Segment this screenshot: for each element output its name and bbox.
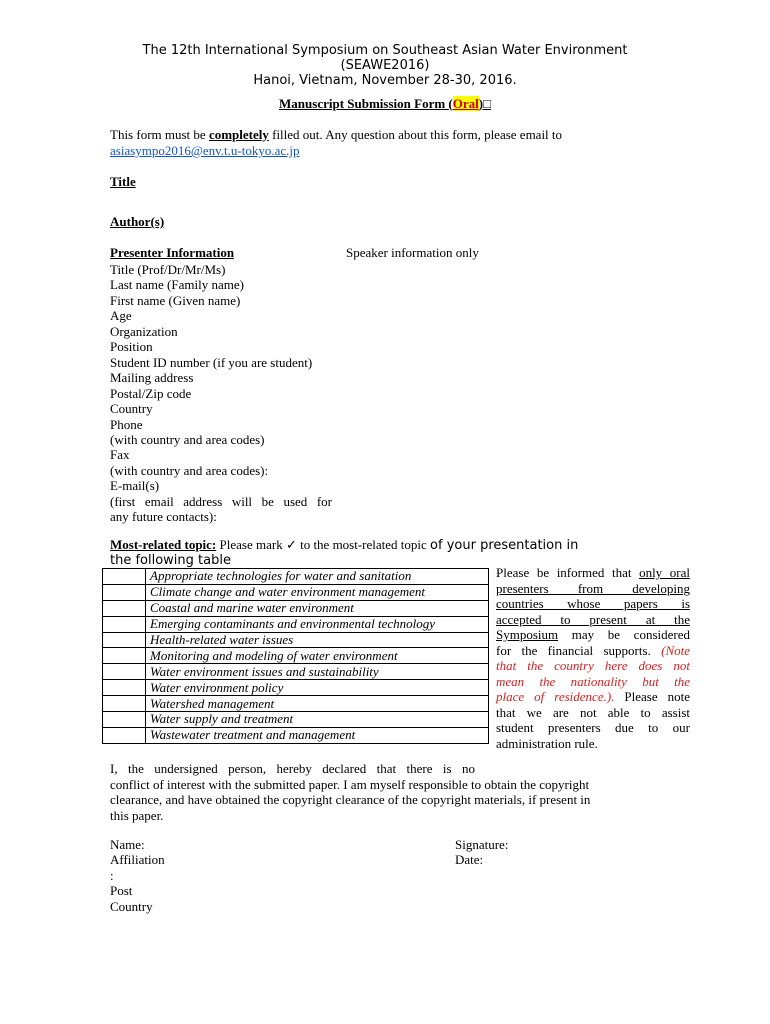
field-student-id: Student ID number (if you are student)	[110, 354, 313, 370]
note-text: for the financial supports.	[496, 642, 662, 658]
field-phone-note: (with country and area codes)	[110, 431, 265, 447]
note-emphasis: Symposium	[496, 627, 559, 642]
table-row	[103, 712, 489, 728]
table-row	[103, 569, 489, 585]
intro-text	[110, 127, 562, 143]
field-first-name: First name (Given name)	[110, 292, 241, 308]
declaration-line: conflict of interest with the submitted paper. I am myself responsible to obtain the copyright	[110, 776, 590, 792]
table-row	[103, 616, 489, 632]
topic-checkbox[interactable]	[103, 712, 146, 728]
table-row	[103, 648, 489, 664]
topic-name: Health-related water issues	[146, 632, 489, 648]
name-label: Name:	[110, 837, 145, 852]
note-line: countries whose papers is	[496, 596, 690, 611]
topic-label: Most-related topic:	[110, 537, 217, 552]
topic-checkbox[interactable]	[103, 696, 146, 712]
topic-checkbox[interactable]	[103, 632, 146, 648]
table-row	[103, 600, 489, 616]
intro-emphasis: completely	[208, 127, 269, 142]
note-text: may be considered	[558, 627, 690, 642]
post-label: Post	[110, 883, 133, 898]
topic-name: Emerging contaminants and environmental technology	[146, 616, 489, 632]
affiliation-label: Affiliation	[110, 852, 165, 867]
symposium-acronym: (SEAWE2016)	[340, 58, 430, 73]
note-line	[496, 565, 690, 581]
note-line: presenters from developing	[496, 580, 690, 596]
note-line: student presenters due to our	[496, 720, 690, 735]
field-postal-code: Postal/Zip code	[110, 385, 192, 401]
intro-part1: This form must be	[110, 127, 209, 142]
topic-instruction-text: Please mark ✓ to the most-related topic	[216, 537, 431, 552]
topic-checkbox[interactable]	[103, 584, 146, 600]
field-email-note-2: any future contacts):	[110, 509, 217, 525]
note-text: Please be informed that	[496, 565, 640, 580]
form-title-prefix: Manuscript Submission Form (	[279, 96, 453, 111]
field-title: Title (Prof/Dr/Mr/Ms)	[110, 262, 226, 277]
checkbox-glyph-icon: □	[483, 96, 491, 111]
financial-support-note	[496, 565, 690, 751]
field-email: E-mail(s)	[110, 478, 160, 494]
residence-note: mean the nationality but the	[496, 673, 690, 689]
topic-name: Appropriate technologies for water and sanitation	[146, 569, 489, 585]
field-country: Country	[110, 401, 153, 417]
residence-note: that the country here does not	[496, 658, 690, 673]
topic-name: Monitoring and modeling of water environment	[146, 648, 489, 664]
intro-part2: filled out. Any question about this form, please email to	[268, 127, 563, 142]
topic-checkbox[interactable]	[103, 648, 146, 664]
table-row	[103, 584, 489, 600]
affiliation-colon: :	[110, 868, 114, 883]
form-title-suffix: )	[478, 96, 484, 111]
field-fax-note: (with country and area codes):	[110, 462, 269, 478]
speaker-note: Speaker information only	[346, 245, 479, 260]
topic-checkbox[interactable]	[103, 680, 146, 696]
form-title	[0, 96, 770, 112]
field-fax: Fax	[110, 447, 130, 463]
title-heading: Title	[110, 174, 136, 189]
field-mailing-address: Mailing address	[110, 370, 194, 386]
presenter-fields	[110, 262, 332, 525]
note-line: that we are not able to assist	[496, 704, 690, 720]
field-age: Age	[110, 308, 132, 324]
note-line	[496, 689, 690, 705]
note-line: administration rule.	[496, 735, 598, 751]
note-line	[496, 627, 690, 643]
declaration-line: clearance, and have obtained the copyright clearance of the copyright materials, if present in	[110, 792, 591, 807]
table-row	[103, 696, 489, 712]
field-last-name: Last name (Family name)	[110, 277, 244, 293]
topic-checkbox[interactable]	[103, 569, 146, 585]
topic-checkbox[interactable]	[103, 600, 146, 616]
declaration-line: this paper.	[110, 807, 164, 823]
contact-email-link[interactable]: asiasympo2016@env.t.u-tokyo.ac.jp	[110, 143, 300, 158]
topic-name: Climate change and water environment management	[146, 584, 489, 600]
country-label: Country	[110, 899, 153, 914]
note-line: accepted to present at the	[496, 611, 690, 627]
presenter-info-heading: Presenter Information	[110, 245, 235, 260]
topic-instruction-line2: the following table	[110, 553, 231, 568]
declaration-line: I, the undersigned person, hereby declared that there is no	[110, 761, 475, 776]
topic-checkbox[interactable]	[103, 727, 146, 743]
table-row	[103, 680, 489, 696]
residence-note: (Note	[661, 642, 690, 658]
signature-label: Signature:	[455, 837, 509, 852]
declaration	[110, 761, 650, 823]
table-row	[103, 664, 489, 680]
topics-table	[102, 568, 489, 744]
topic-instruction	[110, 537, 578, 553]
note-line	[496, 643, 690, 659]
field-position: Position	[110, 339, 153, 355]
table-row	[103, 727, 489, 743]
residence-note: place of residence.).	[496, 689, 615, 704]
symposium-title: The 12th International Symposium on Southeast Asian Water Environment	[142, 43, 628, 58]
field-phone: Phone	[110, 416, 143, 432]
note-text: Please note	[614, 689, 691, 704]
topic-name: Wastewater treatment and management	[146, 727, 489, 743]
topic-name: Water supply and treatment	[146, 712, 489, 728]
topic-name: Coastal and marine water environment	[146, 600, 489, 616]
authors-heading: Author(s)	[110, 214, 165, 229]
note-emphasis: only oral	[639, 565, 690, 580]
topic-checkbox[interactable]	[103, 664, 146, 680]
field-organization: Organization	[110, 323, 178, 339]
table-row	[103, 632, 489, 648]
symposium-location-date: Hanoi, Vietnam, November 28-30, 2016.	[253, 73, 517, 88]
topic-name: Watershed management	[146, 696, 489, 712]
topic-name: Water environment issues and sustainability	[146, 664, 489, 680]
topic-instruction-sans: of your presentation in	[430, 538, 579, 553]
date-label: Date:	[455, 852, 484, 867]
topic-checkbox[interactable]	[103, 616, 146, 632]
topic-name: Water environment policy	[146, 680, 489, 696]
field-email-note: (first email address will be used for	[110, 493, 332, 509]
form-type-highlight: Oral	[452, 96, 479, 111]
